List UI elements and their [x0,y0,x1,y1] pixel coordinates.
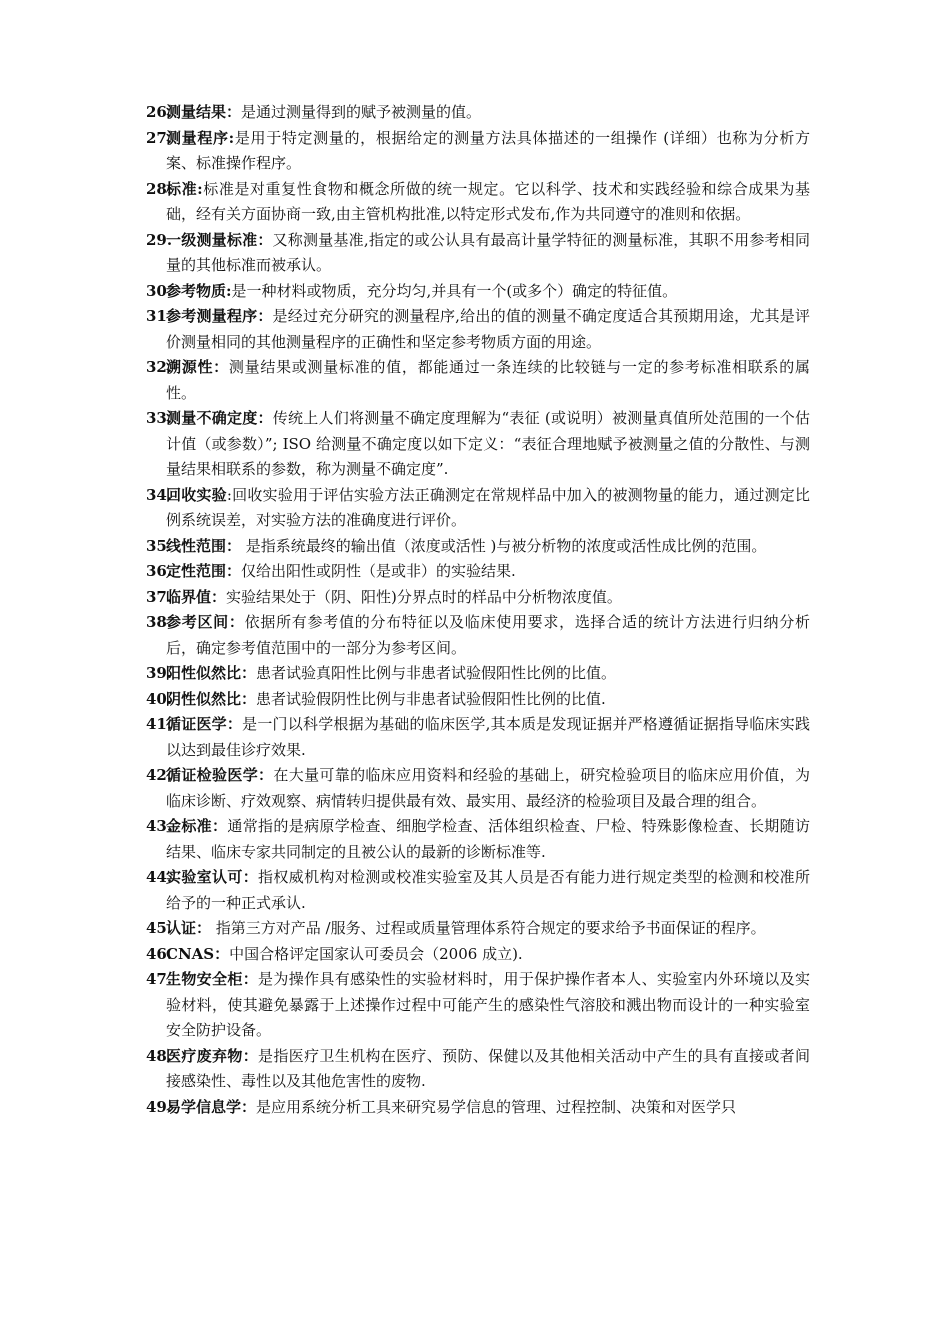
entry-number: 39. [146,664,173,682]
glossary-entry-46 [146,942,810,968]
entry-term: 一级测量标准： [166,230,273,249]
glossary-entry-36 [146,559,810,585]
entry-term: 测量不确定度： [166,409,273,427]
entry-definition: 是指系统最终的输出值（浓度或活性 )与被分析物的浓度或活性成比例的范围。 [241,536,767,555]
entry-number: 37. [146,587,173,606]
entry-definition: 指权威机构对检测或校准实验室及其人员是否有能力进行规定类型的检测和校准所给予的一种正式承认. [166,868,810,912]
entry-number: 49. [146,1097,173,1116]
entry-definition: 实验结果处于（阴、阳性)分界点时的样品中分析物浓度值。 [226,587,622,606]
entry-term: 阴性似然比： [166,689,257,708]
glossary-entry-37 [146,585,810,611]
glossary-entry-32 [146,355,810,406]
entry-number: 26. [146,103,173,121]
entry-term: 参考物质: [166,281,232,300]
glossary-entry-30 [146,279,810,305]
entry-term: 临界值： [166,587,227,606]
glossary-entry-27 [146,126,810,177]
glossary-entry-39 [146,661,810,687]
glossary-entry-49 [146,1095,810,1121]
glossary-entry-34 [146,483,810,534]
entry-number: 44. [146,868,173,886]
entry-term: 参考区间： [166,613,245,631]
entry-term: 标准: [166,179,203,198]
entry-definition: 传统上人们将测量不确定度理解为“表征 (或说明）被测量真值所处范围的一个估计值（或参数）”; ISO 给测量不确定度以如下定义：“表征合理地赋予被测量之值的分散性、与测量结果相联系的参数，称为测量不确定度”. [166,409,810,478]
glossary-entry-40 [146,687,810,713]
glossary-entry-28 [146,177,810,228]
entry-term: 生物安全柜： [166,970,259,988]
entry-definition: 通常指的是病原学检查、细胞学检查、活体组织检查、尸检、特殊影像检查、长期随访结果、临床专家共同制定的且被公认的最新的诊断标准等. [166,817,810,861]
entry-definition: 标准是对重复性食物和概念所做的统一规定。它以科学、技术和实践经验和综合成果为基础，经有关方面协商一致,由主管机构批准,以特定形式发布,作为共同遵守的准则和依据。 [166,179,810,223]
glossary-entry-42 [146,763,810,814]
entry-term: 实验室认可： [166,868,259,886]
entry-number: 47. [146,970,173,988]
entry-number: 42. [146,766,173,784]
entry-definition: 是经过充分研究的测量程序,给出的值的测量不确定度适合其预期用途，尤其是评价测量相同的其他测量程序的正确性和坚定参考物质方面的用途。 [166,307,810,351]
entry-definition: 是应用系统分析工具来研究易学信息的管理、过程控制、决策和对医学只 [256,1097,737,1116]
entry-definition: 是通过测量得到的赋予被测量的值。 [241,103,482,121]
entry-number: 46. [146,944,173,963]
entry-term: 测量程序: [166,128,235,147]
entry-term: 易学信息学： [166,1097,257,1116]
glossary-entry-47 [146,967,810,1044]
entry-definition: 在大量可靠的临床应用资料和经验的基础上，研究检验项目的临床应用价值，为临床诊断、疗效观察、病情转归提供最有效、最实用、最经济的检验项目及最合理的组合。 [166,766,810,810]
glossary-entry-43 [146,814,810,865]
entry-term: 循证医学： [166,715,243,733]
entry-definition: 依据所有参考值的分布特征以及临床使用要求，选择合适的统计方法进行归纳分析后，确定参考值范围中的一部分为参考区间。 [166,613,810,657]
entry-number: 32. [146,358,173,376]
entry-number: 48. [146,1046,173,1065]
glossary-entry-48 [146,1044,810,1095]
glossary-entry-44 [146,865,810,916]
glossary-entry-33 [146,406,810,483]
entry-definition: 又称测量基准,指定的或公认具有最高计量学特征的测量标准，其职不用参考相同量的其他标准而被承认。 [166,230,810,274]
entry-definition: 患者试验假阴性比例与非患者试验假阳性比例的比值. [256,689,606,708]
entry-term: 测量结果： [166,103,242,121]
glossary-entry-29 [146,228,810,279]
entry-number: 38. [146,613,173,631]
glossary-entry-35 [146,534,810,560]
entry-number: 45. [146,919,173,937]
entry-number: 40. [146,689,173,708]
entry-number: 36. [146,562,173,580]
entry-definition: 仅给出阳性或阴性（是或非）的实验结果. [241,562,516,580]
glossary-list [146,100,810,1120]
entry-number: 35. [146,536,173,555]
entry-term: 回收实验 [166,485,227,504]
entry-number: 31. [146,307,173,325]
entry-number: 28. [146,179,173,198]
entry-term: CNAS： [166,944,230,963]
entry-definition: 是指医疗卫生机构在医疗、预防、保健以及其他相关活动中产生的具有直接或者间接感染性、毒性以及其他危害性的废物. [166,1046,810,1090]
glossary-entry-41 [146,712,810,763]
entry-term: 循证检验医学： [166,766,274,784]
entry-term: 认证： [166,919,212,937]
entry-term: 溯源性： [166,358,229,376]
entry-definition: :回收实验用于评估实验方法正确测定在常规样品中加入的被测物量的能力，通过测定比例系统误差，对实验方法的准确度进行评价。 [166,485,810,529]
entry-number: 29. [146,230,173,249]
entry-term: 线性范围： [166,536,242,555]
entry-term: 医疗废弃物： [166,1046,259,1065]
entry-number: 33. [146,409,173,427]
entry-number: 30. [146,281,173,300]
entry-definition: 是用于特定测量的，根据给定的测量方法具体描述的一组操作 (详细）也称为分析方案、标准操作程序。 [166,128,811,172]
entry-term: 阳性似然比： [166,664,257,682]
entry-term: 金标准： [166,817,228,835]
glossary-entry-26 [146,100,810,126]
entry-definition: 是一门以科学根据为基础的临床医学,其本质是发现证据并严格遵循证据指导临床实践以达到最佳诊疗效果. [166,715,810,759]
glossary-entry-45 [146,916,810,942]
entry-term: 定性范围： [166,562,242,580]
entry-definition: 是一种材料或物质，充分均匀,并具有一个(或多个）确定的特征值。 [231,281,678,300]
entry-definition: 是为操作具有感染性的实验材料时，用于保护操作者本人、实验室内外环境以及实验材料，使其避免暴露于上述操作过程中可能产生的感染性气溶胶和溅出物而设计的一种实验室安全防护设备。 [166,970,810,1039]
entry-definition: 指第三方对产品 /服务、过程或质量管理体系符合规定的要求给予书面保证的程序。 [211,919,766,937]
entry-number: 34. [146,485,173,504]
entry-definition: 患者试验真阳性比例与非患者试验假阳性比例的比值。 [256,664,617,682]
entry-number: 41. [146,715,173,733]
glossary-entry-38 [146,610,810,661]
entry-definition: 中国合格评定国家认可委员会（2006 成立). [229,944,523,963]
entry-term: 参考测量程序： [166,307,273,325]
entry-definition: 测量结果或测量标准的值，都能通过一条连续的比较链与一定的参考标准相联系的属性。 [166,358,810,402]
entry-number: 43. [146,817,173,835]
glossary-entry-31 [146,304,810,355]
entry-number: 27. [146,128,173,147]
